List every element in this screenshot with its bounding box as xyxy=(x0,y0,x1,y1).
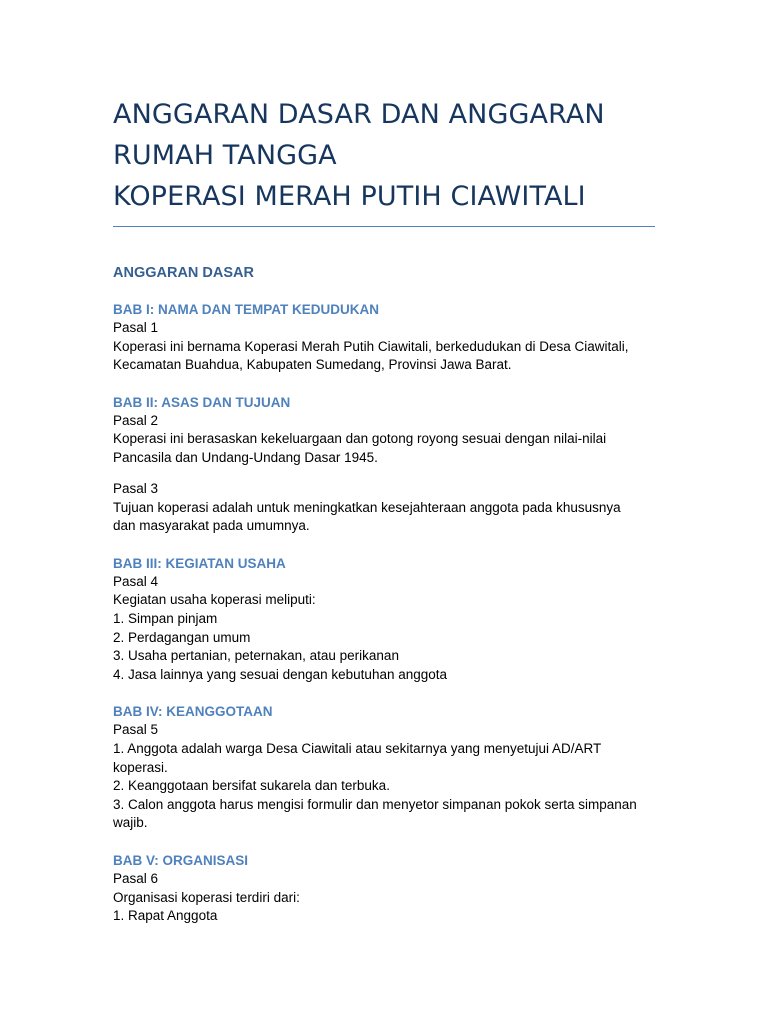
article-text-line: Tujuan koperasi adalah untuk meningkatkan kesejahteraan anggota pada khususnya xyxy=(113,499,621,515)
title-line: ANGGARAN DASAR DAN ANGGARAN xyxy=(113,99,605,130)
chapter-section xyxy=(113,554,658,685)
document-page xyxy=(113,0,658,926)
article xyxy=(113,573,658,685)
chapter-section xyxy=(113,393,658,536)
article xyxy=(113,721,658,833)
article-text-line: 3. Calon anggota harus mengisi formulir dan menyetor simpanan pokok serta simpanan xyxy=(113,796,637,812)
article-text-line: wajib. xyxy=(113,815,148,831)
chapters-container xyxy=(113,300,658,926)
article-text-line: koperasi. xyxy=(113,759,168,775)
article-text-line: 2. Perdagangan umum xyxy=(113,629,251,645)
article-label: Pasal 5 xyxy=(113,722,159,738)
article xyxy=(113,412,658,468)
article xyxy=(113,870,658,926)
chapter-section xyxy=(113,851,658,926)
article-text-line: Koperasi ini berasaskan kekeluargaan dan gotong royong sesuai dengan nilai-nilai xyxy=(113,431,607,447)
article-text-line: dan masyarakat pada umumnya. xyxy=(113,518,310,534)
chapter-heading: BAB IV: KEANGGOTAAN xyxy=(113,704,273,720)
chapter-heading: BAB II: ASAS DAN TUJUAN xyxy=(113,394,291,410)
title-line: RUMAH TANGGA xyxy=(113,140,337,171)
document-title xyxy=(113,0,658,217)
article-text-line: Pancasila dan Undang-Undang Dasar 1945. xyxy=(113,449,378,465)
article-text-line: Kecamatan Buahdua, Kabupaten Sumedang, Provinsi Jawa Barat. xyxy=(113,357,512,373)
chapter-heading: BAB I: NAMA DAN TEMPAT KEDUDUKAN xyxy=(113,302,379,317)
article-text-line: Kegiatan usaha koperasi meliputi: xyxy=(113,592,316,608)
article-text-line: 1. Simpan pinjam xyxy=(113,611,218,627)
title-divider xyxy=(113,226,655,227)
chapter-heading: BAB V: ORGANISASI xyxy=(113,852,249,868)
article xyxy=(113,319,658,375)
article-label: Pasal 2 xyxy=(113,412,159,428)
article xyxy=(113,480,658,536)
article-label: Pasal 4 xyxy=(113,573,159,589)
article-text-line: 1. Rapat Anggota xyxy=(113,908,218,924)
part-heading: ANGGARAN DASAR xyxy=(113,265,254,281)
article-text-line: 3. Usaha pertanian, peternakan, atau perikanan xyxy=(113,648,399,664)
article-text-line: 4. Jasa lainnya yang sesuai dengan kebutuhan anggota xyxy=(113,666,448,682)
title-line: KOPERASI MERAH PUTIH CIAWITALI xyxy=(113,181,586,212)
article-text-line: Koperasi ini bernama Koperasi Merah Putih Ciawitali, berkedudukan di Desa Ciawitali, xyxy=(113,338,629,354)
article-label: Pasal 1 xyxy=(113,320,159,335)
chapter-section xyxy=(113,300,658,375)
article-text-line: 1. Anggota adalah warga Desa Ciawitali atau sekitarnya yang menyetujui AD/ART xyxy=(113,741,602,756)
article-text-line: Organisasi koperasi terdiri dari: xyxy=(113,889,300,905)
chapter-section xyxy=(113,702,658,833)
article-label: Pasal 3 xyxy=(113,481,159,497)
article-label: Pasal 6 xyxy=(113,870,159,886)
chapter-heading: BAB III: KEGIATAN USAHA xyxy=(113,555,286,571)
article-text-line: 2. Keanggotaan bersifat sukarela dan terbuka. xyxy=(113,778,390,794)
